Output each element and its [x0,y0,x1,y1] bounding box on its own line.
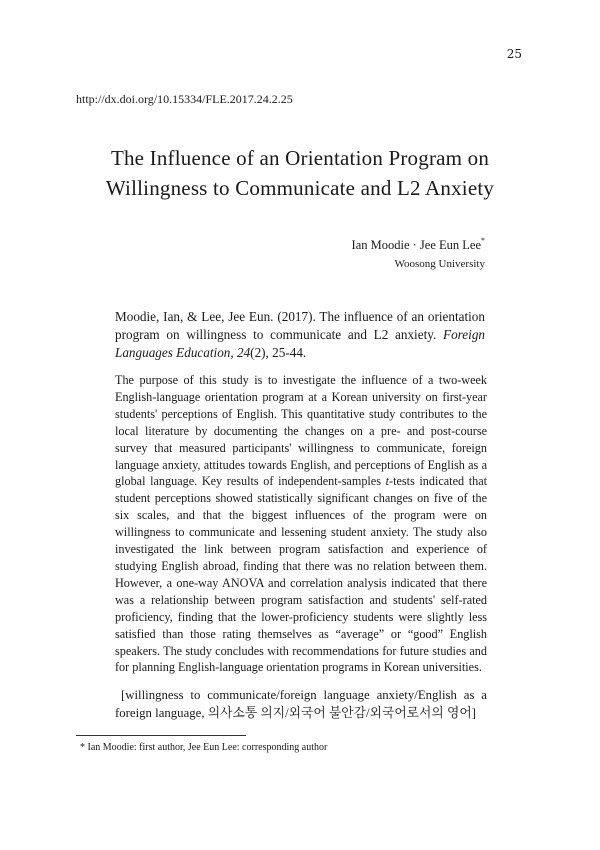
paper-title [80,143,520,203]
abstract-italic-t: t [385,474,390,489]
title-line-1: The Influence of an Orientation Program on [110,146,490,170]
citation-journal: Foreign Languages Education, 24 [115,327,486,360]
keywords: [willingness to communicate/foreign language anxiety/English as a foreign language, 의사소통 의지/외국어 불안감/외국어로서의 영어] [115,688,487,720]
citation-issue-pages: (2), 25-44. [250,345,307,360]
abstract [115,372,487,676]
page-number: 25 [506,47,522,61]
title-line-2: Willingness to Communicate and L2 Anxiety [105,176,495,200]
author-footnote: * Ian Moodie: first author, Jee Eun Lee: corresponding author [80,742,328,753]
author-affiliation: Woosong University [394,258,485,270]
corresponding-author-mark: * [481,236,485,245]
doi-link[interactable]: http://dx.doi.org/10.15334/FLE.2017.24.2.25 [76,92,293,106]
author-list: Ian Moodie · Jee Eun Lee [351,238,481,252]
author-names [352,236,485,253]
abstract-text-1: The purpose of this study is to investigate the influence of a two-week English-language orientation program at a Korean university on first-year students' perceptions of English. This quantitative study contributes to the local literature by documenting the changes on a pre- and post-course survey that measured participants' willingness to communicate, foreign language anxiety, attitudes towards English, and perceptions of English as a global language. Key results of independent-samples [115,373,487,489]
citation-reference: Moodie, Ian, & Lee, Jee Eun. (2017). The influence of an orientation program on willingness to communicate and L2 anxiety. [115,309,485,342]
citation [115,308,485,362]
abstract-text-2: -tests indicated that student perceptions showed statistically significant changes on five of the six scales, and that the biggest influences of the program were on willingness to communicate and lessening student anxiety. The study also investigated the link between program satisfaction and experience of studying English abroad, finding that there was no relation between them. However, a one-way ANOVA and correlation analysis indicated that there was a relationship between program satisfaction and students' self-rated proficiency, finding that the lower-proficiency students were slightly less satisfied than those rating themselves as “average” or “good” English speakers. The study concludes with recommendations for future studies and for planning English-language orientation programs in Korean universities. [115,474,488,675]
footnote-divider [76,735,246,736]
